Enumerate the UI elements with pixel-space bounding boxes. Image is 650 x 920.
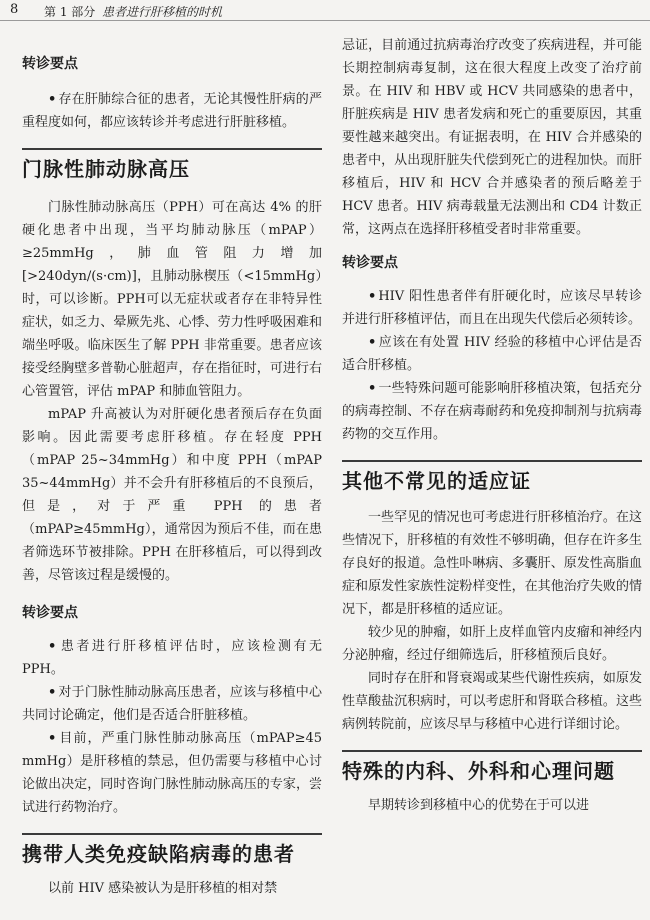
subhead-referral-3: 转诊要点 xyxy=(342,255,398,271)
other-paragraph-2: 较少见的肿瘤，如肝上皮样血管内皮瘤和神经内分泌肿瘤，经过仔细筛选后，肝移植预后良好。 xyxy=(342,625,642,663)
page-header xyxy=(0,0,650,21)
section-title-special: 特殊的内科、外科和心理问题 xyxy=(342,750,642,784)
bullet-item xyxy=(22,635,322,681)
bullet-text: 应该在有处置 HIV 经验的移植中心评估是否适合肝移植。 xyxy=(342,335,642,373)
bullet-icon: • xyxy=(48,92,57,107)
bullet-item xyxy=(342,331,642,377)
bullet-text: 患者进行肝移植评估时，应该检测有无 PPH。 xyxy=(22,639,322,677)
header-part: 第 1 部分 xyxy=(44,5,96,19)
bullet-item xyxy=(22,88,322,134)
hiv-paragraph-continued: 忌证，目前通过抗病毒治疗改变了疾病进程，并可能长期控制病毒复制，这在很大程度上改变了治疗前景。在 HIV 和 HBV 或 HCV 共同感染的患者中，肝脏疾病是 HIV 患者发病和死亡的重要原因，其重要性越来越突出。有证据表明，在 HIV 合并感染的患者中，从出现肝脏失代偿到死亡的进程加快。而肝移植后，HIV 和 HCV 合并感染者的预后略差于 HCV 患者。HIV 病毒载量无法测出和 CD4 计数正常，这两点在选择肝移植受者时非常重要。 xyxy=(342,38,642,237)
bullet-item xyxy=(22,727,322,819)
subhead-referral-2: 转诊要点 xyxy=(22,605,78,621)
section-title-hiv: 携带人类免疫缺陷病毒的患者 xyxy=(22,833,322,867)
bullet-icon: • xyxy=(368,335,377,350)
bullet-text: 对于门脉性肺动脉高压患者，应该与移植中心共同讨论确定，他们是否适合肝脏移植。 xyxy=(22,685,322,723)
bullet-icon: • xyxy=(48,731,57,746)
other-paragraph-3: 同时存在肝和肾衰竭或某些代谢性疾病，如原发性草酸盐沉积病时，可以考虑肝和肾联合移植。这些病例转院前，应该尽早与移植中心进行详细讨论。 xyxy=(342,671,642,732)
pph-paragraph-2: mPAP 升高被认为对肝硬化患者预后存在负面影响。因此需要考虑肝移植。存在轻度 PPH（mPAP 25~34mmHg）和中度 PPH（mPAP 35~44mmHg）并不会升有肝移植后的不良预后，但是，对于严重 PPH 的患者（mPAP≥45mmHg），通常因为预后不佳，而在患者筛选环节被排除。PPH 在肝移植后，可以得到改善，尽管该过程是缓慢的。 xyxy=(22,407,322,583)
page-number: 8 xyxy=(10,2,19,17)
bullet-item xyxy=(22,681,322,727)
bullet-item xyxy=(342,377,642,446)
bullet-icon: • xyxy=(368,289,377,304)
section-title-pph: 门脉性肺动脉高压 xyxy=(22,148,322,182)
other-paragraph-1: 一些罕见的情况也可考虑进行肝移植治疗。在这些情况下，肝移植的有效性不够明确，但存在许多生存良好的报道。急性卟啉病、多囊肝、原发性高脂血症和原发性家族性淀粉样变性，在其他治疗失败的情况下，都是肝移植的适应证。 xyxy=(342,510,642,617)
bullet-text: HIV 阳性患者伴有肝硬化时，应该尽早转诊并进行肝移植评估，而且在出现失代偿后必须转诊。 xyxy=(342,289,642,327)
pph-paragraph-1: 门脉性肺动脉高压（PPH）可在高达 4% 的肝硬化患者中出现，当平均肺动脉压（mPAP）≥25mmHg，肺血管阻力增加[>240dyn/(s·cm)]，且肺动脉楔压（<15mmHg）时，可以诊断。PPH可以无症状或者存在非特异性症状，如乏力、晕厥先兆、心悸、劳力性呼吸困难和端坐呼吸。临床医生了解 PPH 非常重要。患者应该接受经胸壁多普勒心脏超声，存在指征时，可进行右心管置管，评估 mPAP 和肺血管阻力。 xyxy=(22,200,322,399)
section-title-other: 其他不常见的适应证 xyxy=(342,460,642,494)
bullet-icon: • xyxy=(48,685,57,700)
hiv-paragraph-start: 以前 HIV 感染被认为是肝移植的相对禁 xyxy=(48,881,278,896)
bullet-text: 目前，严重门脉性肺动脉高压（mPAP≥45 mmHg）是肝移植的禁忌，但仍需要与移植中心讨论做出决定，同时咨询门脉性肺动脉高压的专家，尝试进行药物治疗。 xyxy=(22,731,322,815)
bullet-text: 一些特殊问题可能影响肝移植决策，包括充分的病毒控制、不存在病毒耐药和免疫抑制剂与抗病毒药物的交互作用。 xyxy=(342,381,642,442)
right-column xyxy=(342,34,642,817)
bullet-icon: • xyxy=(48,639,57,654)
left-column xyxy=(22,34,322,900)
bullet-icon: • xyxy=(368,381,377,396)
bullet-text: 存在肝肺综合征的患者，无论其慢性肝病的严重程度如何，都应该转诊并考虑进行肝脏移植。 xyxy=(22,92,322,130)
special-paragraph-start: 早期转诊到移植中心的优势在于可以进 xyxy=(368,798,590,813)
bullet-item xyxy=(342,285,642,331)
header-chapter: 患者进行肝移植的时机 xyxy=(102,5,223,19)
subhead-referral-1: 转诊要点 xyxy=(22,56,78,72)
